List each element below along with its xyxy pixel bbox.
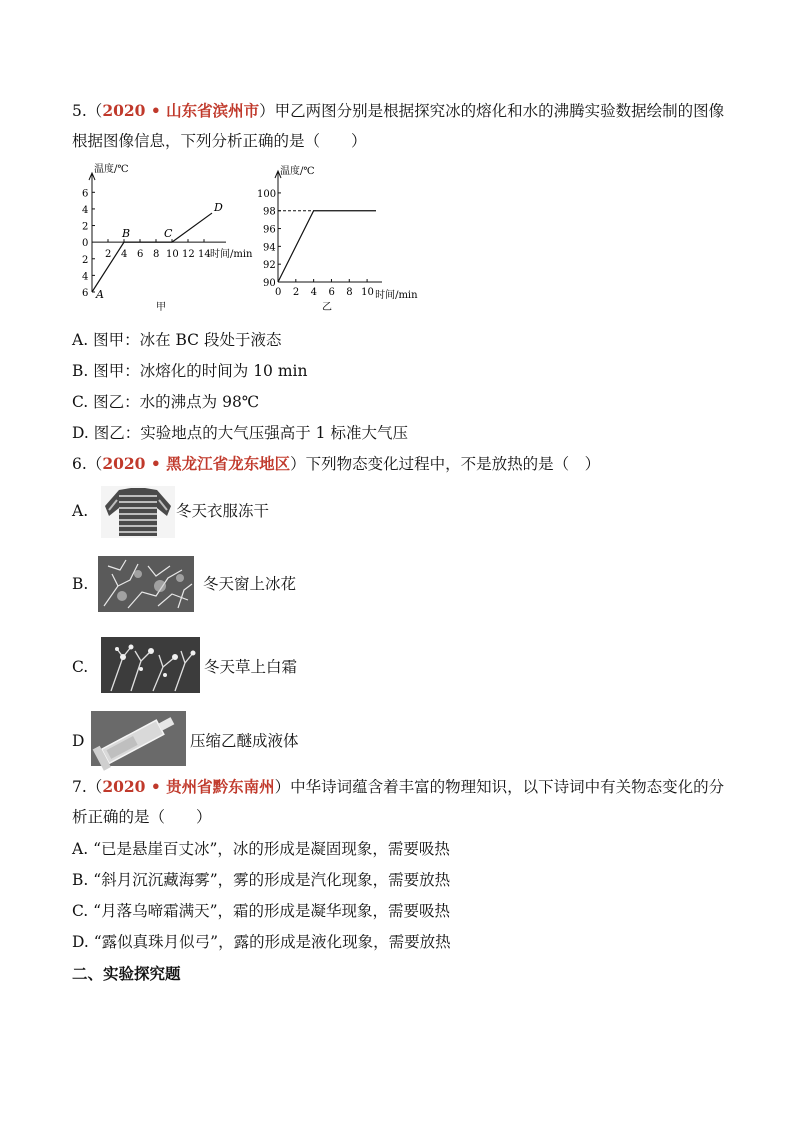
q6-option-a-text[interactable]: 冬天衣服冻干 [176,502,270,520]
x-tick-label: 14 [198,249,211,261]
q7-option-a[interactable]: A. “已是悬崖百丈冰”，冰的形成是凝固现象，需要吸热 [72,840,450,858]
x-tick-label: 2 [292,287,300,298]
q7-stem-line1: 7.（2020 • 贵州省黔东南州）中华诗词蕴含着丰富的物理知识，以下诗词中有关物态变化的分 [72,777,725,796]
q5-option-a[interactable]: A. 图甲：冰在 BC 段处于液态 [72,331,282,349]
y-tick-label: 2 [82,254,89,266]
y-tick-label: 6 [82,288,89,299]
x-tick-label: 6 [137,249,144,261]
zero-label: 0 [82,238,89,250]
q6-number: 6. [72,455,87,473]
q5-option-d[interactable]: D. 图乙：实验地点的大气压强高于 1 标准大气压 [72,424,408,442]
chart-yi [257,164,442,314]
q7-option-d[interactable]: D. “露似真珠月似弓”，露的形成是液化现象，需要放热 [72,933,451,951]
x-tick-label: 10 [166,249,179,261]
section-heading: 二、实验探究题 [72,965,181,983]
point-label-b: B [122,227,131,241]
point-label-c: C [164,227,173,241]
q7-source: 2020 • 贵州省黔东南州 [102,777,275,796]
q7-number: 7. [72,778,87,796]
q6-option-a-letter[interactable]: A. [72,502,89,520]
chart-caption: 甲 [156,302,166,313]
x-tick-label: 12 [182,249,195,261]
q5-option-c[interactable]: C. 图乙：水的沸点为 98℃ [72,393,260,411]
x-tick-label: 4 [121,249,128,261]
x-tick-label: 8 [346,287,353,298]
syringe-photo [91,711,186,766]
x-tick-label: 8 [153,249,160,261]
chart-caption: 乙 [322,302,332,313]
q7-option-c[interactable]: C. “月落乌啼霜满天”，霜的形成是凝华现象，需要吸热 [72,902,451,920]
frost-grass-photo [101,637,200,693]
y-axis-label: 温度/℃ [94,164,129,175]
chart-jia [70,164,260,314]
q6-option-d-text[interactable]: 压缩乙醚成液体 [190,732,299,750]
frost-window-photo [98,556,194,612]
q5-stem-line1: 5.（2020 • 山东省滨州市）甲乙两图分别是根据探究冰的熔化和水的沸腾实验数据绘制的图像 [72,101,725,120]
point-label-a: A [96,288,104,301]
y-tick-label: 4 [82,271,89,283]
y-tick-label: 98 [263,206,276,218]
x-axis-label: 时间/min [210,249,253,261]
q5-number: 5. [72,102,87,120]
y-tick-label: 6 [82,188,89,200]
x-tick-label: 10 [361,287,374,298]
x-tick-label: 4 [310,287,318,298]
x-axis-label: 时间/min [375,290,418,301]
q5-source: 2020 • 山东省滨州市 [102,101,260,120]
q7-stem-line2: 析正确的是（ ） [72,808,212,826]
y-axis-label: 温度/℃ [280,166,315,177]
q5-stem-text1: 甲乙两图分别是根据探究冰的熔化和水的沸腾实验数据绘制的图像 [274,102,725,120]
y-tick-label: 94 [263,242,276,254]
q6-source: 2020 • 黑龙江省龙东地区 [102,454,291,473]
x-tick-label: 0 [275,287,282,298]
q7-option-b[interactable]: B. “斜月沉沉藏海雾”，雾的形成是汽化现象，需要放热 [72,871,451,889]
y-tick-label: 2 [82,221,89,233]
y-tick-label: 96 [263,224,276,236]
q6-option-c-letter[interactable]: C. [72,658,89,676]
y-tick-label: 92 [263,260,276,272]
q6-option-d-letter[interactable]: D [72,732,85,750]
y-tick-label: 4 [82,204,89,216]
x-tick-label: 2 [105,249,112,261]
x-tick-label: 6 [328,287,335,298]
q6-stem: 6.（2020 • 黑龙江省龙东地区）下列物态变化过程中，不是放热的是（ ） [72,454,601,473]
boiling-curve [278,211,376,282]
sweater-photo [101,486,175,538]
q6-option-c-text[interactable]: 冬天草上白霜 [204,658,298,676]
y-tick-label: 90 [263,278,276,289]
q5-option-b[interactable]: B. 图甲：冰熔化的时间为 10 min [72,362,308,380]
q6-option-b-text[interactable]: 冬天窗上冰花 [203,575,297,593]
q6-option-b-letter[interactable]: B. [72,575,89,593]
point-label-d: D [214,201,223,215]
y-tick-label: 100 [257,188,277,200]
q5-stem-line2: 根据图像信息，下列分析正确的是（ ） [72,132,367,150]
